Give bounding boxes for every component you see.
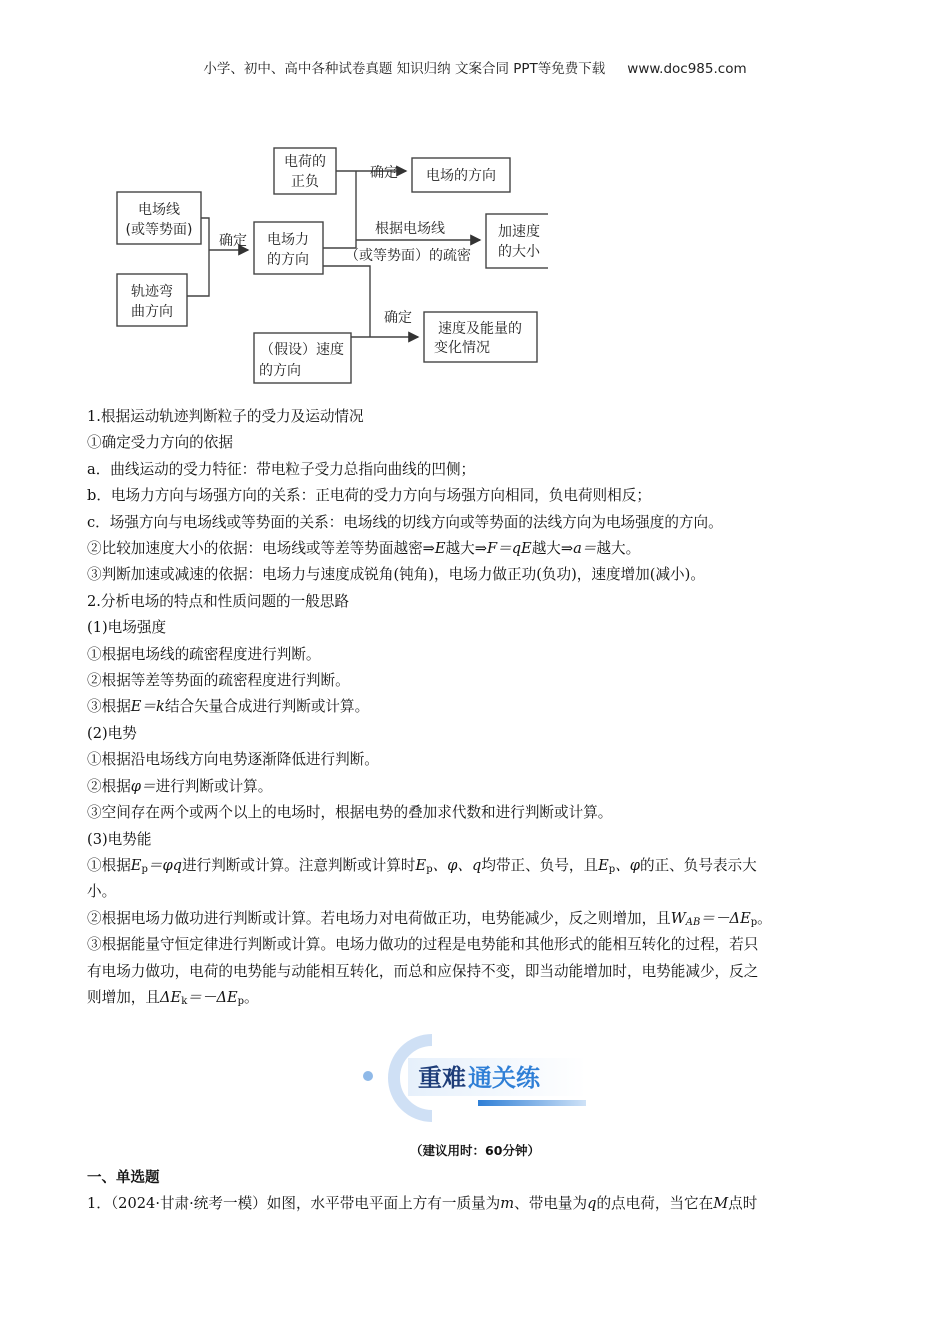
banner-dot-icon — [363, 1071, 373, 1081]
para-e1: ①根据电场线的疏密程度进行判断。 — [87, 645, 321, 663]
box-energy-line1: 速度及能量的 — [438, 321, 522, 337]
heading-2: 2.分析电场的特点和性质问题的一般思路 — [87, 592, 350, 610]
question-number: 1． — [87, 1195, 111, 1212]
banner-title-dark: 重难 — [418, 1064, 466, 1092]
connector-down — [323, 266, 370, 337]
banner-graphic — [358, 1034, 590, 1124]
banner-title-blue: 通关练 — [468, 1064, 540, 1092]
box-charge-sign-line2: 正负 — [291, 174, 319, 190]
para-b: b．电场力方向与场强方向的关系：正电荷的受力方向与场强方向相同，负电荷则相反； — [87, 487, 651, 505]
box-accel-line2: 的大小 — [498, 244, 540, 260]
label-basis-2: （或等势面）的疏密 — [345, 248, 471, 264]
section-banner — [358, 1034, 590, 1124]
heading-1: 1.根据运动轨迹判断粒子的受力及运动情况 — [87, 408, 364, 425]
box-velocity-line2: 的方向 — [259, 363, 301, 379]
label-determine-3: 确定 — [384, 310, 412, 326]
box-trajectory-line1: 轨迹弯 — [131, 284, 173, 300]
header-url[interactable]: www.doc985.com — [627, 61, 747, 77]
question-source: （2024·甘肃·统考一模） — [110, 1195, 267, 1212]
page-header — [0, 57, 950, 77]
label-determine-1: 确定 — [219, 233, 247, 249]
para-speed: ③判断加速或减速的依据：电场力与速度成锐角(钝角)，电场力做正功(负功)，速度增加(减小)。 — [87, 566, 705, 584]
flowchart — [108, 140, 548, 388]
para-phi2: ②根据φ＝进行判断或计算。 — [87, 777, 273, 795]
box-force-line2: 的方向 — [267, 252, 309, 268]
header-slogan: 小学、初中、高中各种试卷真题 知识归纳 文案合同 PPT等免费下载 — [203, 61, 606, 77]
box-energy-line2: 变化情况 — [434, 340, 490, 356]
para-force-basis: ①确定受力方向的依据 — [87, 434, 233, 452]
para-a: a．曲线运动的受力特征：带电粒子受力总指向曲线的凹侧； — [87, 460, 476, 478]
box-velocity-line1: （假设）速度 — [260, 342, 344, 358]
box-trajectory-line2: 曲方向 — [131, 304, 173, 320]
para-c: c．场强方向与电场线或等势面的关系：电场线的切线方向或等势面的法线方向为电场强度的方向。 — [87, 513, 723, 531]
para-accel: ②比较加速度大小的依据：电场线或等差等势面越密⇒E越大⇒F＝qE越大⇒a＝越大。 — [87, 540, 641, 558]
para-e3: ③根据E＝k结合矢量合成进行判断或计算。 — [87, 698, 370, 716]
box-accel-line1: 加速度 — [498, 224, 540, 240]
section-title: 一、单选题 — [87, 1170, 160, 1186]
box-field-dir-label: 电场的方向 — [426, 168, 496, 184]
connector-up — [323, 171, 356, 248]
para-phi1: ①根据沿电场线方向电势逐渐降低进行判断。 — [87, 751, 379, 769]
sub-heading-field-strength: (1)电场强度 — [87, 619, 167, 637]
box-charge-sign-line1: 电荷的 — [284, 154, 326, 170]
box-force-line1: 电场力 — [267, 232, 309, 248]
question-1: 1．（2024·甘肃·统考一模）如图，水平带电平面上方有一质量为m、带电量为q的点电荷，当它在M点时 — [87, 1195, 758, 1212]
para-e2: ②根据等差等势面的疏密程度进行判断。 — [87, 672, 350, 690]
box-field-line-line1: 电场线 — [138, 202, 180, 218]
box-field-line-line2: (或等势面) — [125, 222, 193, 238]
label-basis-1: 根据电场线 — [375, 221, 445, 237]
para-ep2: ②根据电场力做功进行判断或计算。若电场力对电荷做正功，电势能减少，反之则增加，且$W_{AB}=-\Delta E_p$。 — [87, 909, 772, 928]
sub-heading-potential: (2)电势 — [87, 724, 137, 742]
para-ep1: ①根据$E_p=\varphi q$进行判断或计算。注意判断或计算时$E_p$、φ、q均带正、负号，且$E_p$、φ的正、负号表示大 小。 — [87, 856, 757, 901]
sub-heading-energy: (3)电势能 — [87, 830, 152, 848]
suggested-time: （建议用时：60分钟） — [410, 1143, 540, 1158]
para-phi3: ③空间存在两个或两个以上的电场时，根据电势的叠加求代数和进行判断或计算。 — [87, 804, 613, 822]
main-content — [87, 404, 867, 1011]
label-determine-2: 确定 — [370, 165, 398, 181]
para-ep3: ③根据能量守恒定律进行判断或计算。电场力做功的过程是电势能和其他形式的能相互转化的过程，若只 有电场力做功，电荷的电势能与动能相互转化，而总和应保持不变，即当动能增加时，电势能减少，反之 则增加，且$\Delta E_k=-\Delta E_p$。 — [87, 936, 759, 1007]
